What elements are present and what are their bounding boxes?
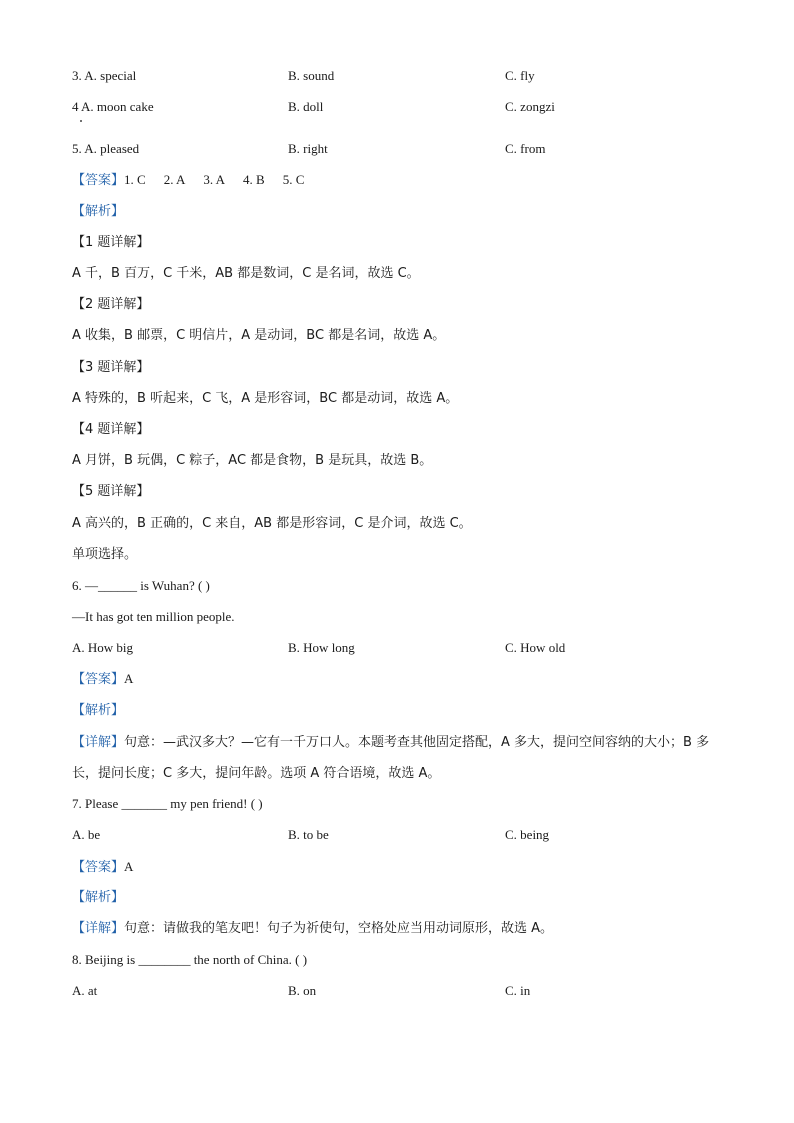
- option-b: B. on: [288, 983, 317, 998]
- option-a: A. be: [72, 827, 101, 842]
- option-c: C. from: [505, 141, 546, 156]
- detail-text: 句意：请做我的笔友吧！句子为祈使句，空格处应当用动词原形，故选 A。: [124, 921, 554, 936]
- question-6-detail: [72, 727, 732, 789]
- option-a: 5. A. pleased: [72, 141, 140, 156]
- detail-4-title: 【4 题详解】: [72, 422, 150, 437]
- detail-5-title: 【5 题详解】: [72, 484, 150, 499]
- question-6-reply: —It has got ten million people.: [72, 609, 235, 624]
- detail-text: 句意：—武汉多大？—它有一千万口人。本题考查其他固定搭配，A 多大，提问空间容纳的大小；B 多长，提问长度；C 多大，提问年龄。选项 A 符合语境，故选 A。: [72, 735, 710, 781]
- question-3-options: [72, 68, 732, 84]
- answer-tag: 【答案】: [72, 860, 125, 875]
- question-5-options: [72, 141, 732, 157]
- question-4-options: [72, 99, 732, 115]
- option-c: C. fly: [505, 68, 535, 83]
- question-7-detail: [72, 921, 553, 937]
- question-7-stem: 7. Please _______ my pen friend! ( ): [72, 796, 263, 811]
- detail-tag: 【详解】: [72, 735, 125, 750]
- detail-3-text: A 特殊的，B 听起来，C 飞，A 是形容词，BC 都是动词，故选 A。: [72, 391, 459, 406]
- answer-item: 3. A: [203, 172, 226, 187]
- option-c: C. zongzi: [505, 99, 555, 114]
- analysis-heading: 【解析】: [72, 204, 125, 219]
- option-c: C. How old: [505, 640, 566, 655]
- option-c: C. in: [505, 983, 531, 998]
- question-6-stem: 6. —______ is Wuhan? ( ): [72, 578, 210, 593]
- option-b: B. sound: [288, 68, 335, 83]
- answer-item: 4. B: [243, 172, 265, 187]
- detail-5-text: A 高兴的，B 正确的，C 来自，AB 都是形容词，C 是介词，故选 C。: [72, 516, 472, 531]
- detail-4-text: A 月饼，B 玩偶，C 粽子，AC 都是食物，B 是玩具，故选 B。: [72, 453, 433, 468]
- question-6-options: [72, 640, 732, 656]
- option-b: B. to be: [288, 827, 329, 842]
- detail-3-title: 【3 题详解】: [72, 360, 150, 375]
- detail-2-text: A 收集，B 邮票，C 明信片，A 是动词，BC 都是名词，故选 A。: [72, 328, 446, 343]
- option-b: B. doll: [288, 99, 324, 114]
- detail-1-title: 【1 题详解】: [72, 235, 150, 250]
- answer-value: A: [124, 859, 134, 874]
- option-a: A. at: [72, 983, 98, 998]
- option-a: 4 A. moon cake: [72, 99, 154, 114]
- option-a: A. How big: [72, 640, 134, 655]
- option-b: B. How long: [288, 640, 355, 655]
- option-a: 3. A. special: [72, 68, 137, 83]
- answer-item: 2. A: [163, 172, 186, 187]
- option-b: B. right: [288, 141, 328, 156]
- detail-1-text: A 千，B 百万，C 千米，AB 都是数词，C 是名词，故选 C。: [72, 266, 420, 281]
- answer-tag: 【答案】: [72, 672, 125, 687]
- question-8-stem: 8. Beijing is ________ the north of China. ( ): [72, 952, 308, 967]
- answers-1-5: [72, 172, 322, 189]
- detail-tag: 【详解】: [72, 921, 125, 936]
- question-7-options: [72, 827, 732, 843]
- answer-tag: 【答案】: [72, 173, 125, 188]
- detail-2-title: 【2 题详解】: [72, 297, 150, 312]
- question-6-answer: [72, 671, 133, 688]
- question-7-answer: [72, 859, 133, 876]
- answer-item: 1. C: [124, 172, 146, 187]
- answer-value: A: [124, 671, 134, 686]
- answer-item: 5. C: [282, 172, 305, 187]
- question-6-analysis: 【解析】: [72, 703, 125, 718]
- option-c: C. being: [505, 827, 550, 842]
- stray-dot: [80, 120, 82, 122]
- section-heading: 单项选择。: [72, 547, 138, 562]
- question-8-options: [72, 983, 732, 999]
- question-7-analysis: 【解析】: [72, 890, 125, 905]
